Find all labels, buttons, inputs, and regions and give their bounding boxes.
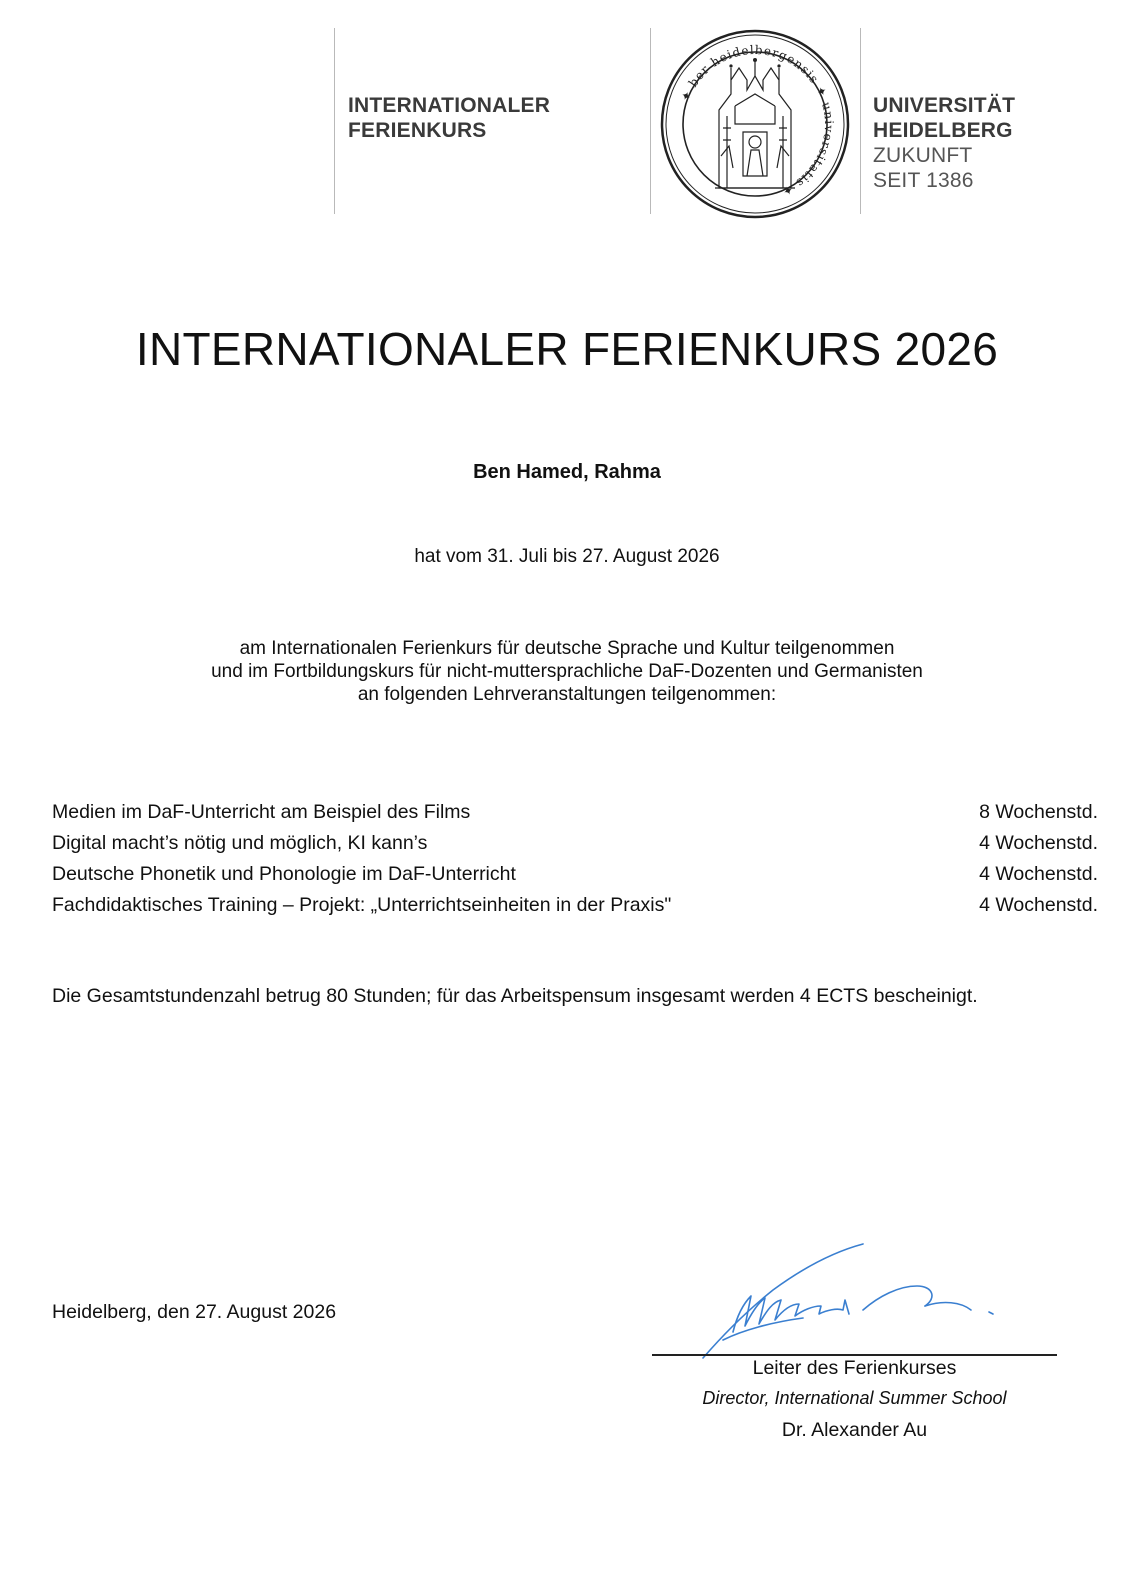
header-divider-right [860, 28, 861, 214]
signer-role: Leiter des Ferienkurses [752, 1357, 957, 1379]
course-row [52, 797, 1098, 828]
course-row [52, 859, 1098, 890]
course-hours: 4 Wochenstd. [979, 832, 1098, 854]
signer-name: Dr. Alexander Au [781, 1419, 928, 1441]
participation-line: und im Fortbildungskurs für nicht-muttersprachliche DaF-Dozenten und Germanisten [211, 661, 923, 682]
handwritten-signature [693, 1240, 1023, 1370]
heidelberg-wordmark-line-1: UNIVERSITÄT [873, 94, 1016, 117]
course-row [52, 890, 1098, 921]
participation-statement [0, 637, 1134, 706]
ferienkurs-wordmark [348, 93, 550, 143]
heidelberg-wordmark-line-2: HEIDELBERG [873, 119, 1013, 142]
heidelberg-wordmark [873, 93, 1015, 193]
participant-name: Ben Hamed, Rahma [473, 461, 661, 483]
participation-line: am Internationalen Ferienkurs für deutsche Sprache und Kultur teilgenommen [239, 638, 895, 659]
header-divider-center [650, 28, 651, 214]
course-row [52, 828, 1098, 859]
header-divider-left [334, 28, 335, 214]
course-hours: 4 Wochenstd. [979, 894, 1098, 916]
heidelberg-tagline-line-1: ZUKUNFT [873, 144, 973, 167]
course-name: Fachdidaktisches Training – Projekt: „Unterrichtseinheiten in der Praxis" [52, 894, 672, 916]
course-hours: 8 Wochenstd. [979, 801, 1098, 823]
course-list [52, 797, 1098, 921]
ferienkurs-wordmark-line-1: INTERNATIONALER [348, 94, 551, 117]
university-seal-icon [659, 28, 851, 220]
ferienkurs-wordmark-line-2: FERIENKURS [348, 119, 487, 142]
course-name: Digital macht’s nötig und möglich, KI kann’s [52, 832, 428, 854]
course-name: Medien im DaF-Unterricht am Beispiel des Films [52, 801, 471, 823]
certificate-title: INTERNATIONALER FERIENKURS 2026 [135, 323, 999, 375]
course-name: Deutsche Phonetik und Phonologie im DaF-Unterricht [52, 863, 516, 885]
participation-line: an folgenden Lehrveranstaltungen teilgenommen: [357, 684, 777, 705]
total-hours-statement: Die Gesamtstundenzahl betrug 80 Stunden; für das Arbeitspensum insgesamt werden 4 ECTS bescheinigt. [52, 985, 978, 1007]
heidelberg-tagline-line-2: SEIT 1386 [873, 169, 974, 192]
signature-line [652, 1354, 1057, 1356]
signer-role-english: Director, International Summer School [702, 1388, 1007, 1408]
place-and-date: Heidelberg, den 27. August 2026 [52, 1301, 337, 1323]
course-hours: 4 Wochenstd. [979, 863, 1098, 885]
svg-text:✦ ber heidelbergensis ✦ univer: ✦ ber heidelbergensis ✦ universitatis ✦ [678, 42, 837, 200]
course-period: hat vom 31. Juli bis 27. August 2026 [414, 546, 720, 567]
